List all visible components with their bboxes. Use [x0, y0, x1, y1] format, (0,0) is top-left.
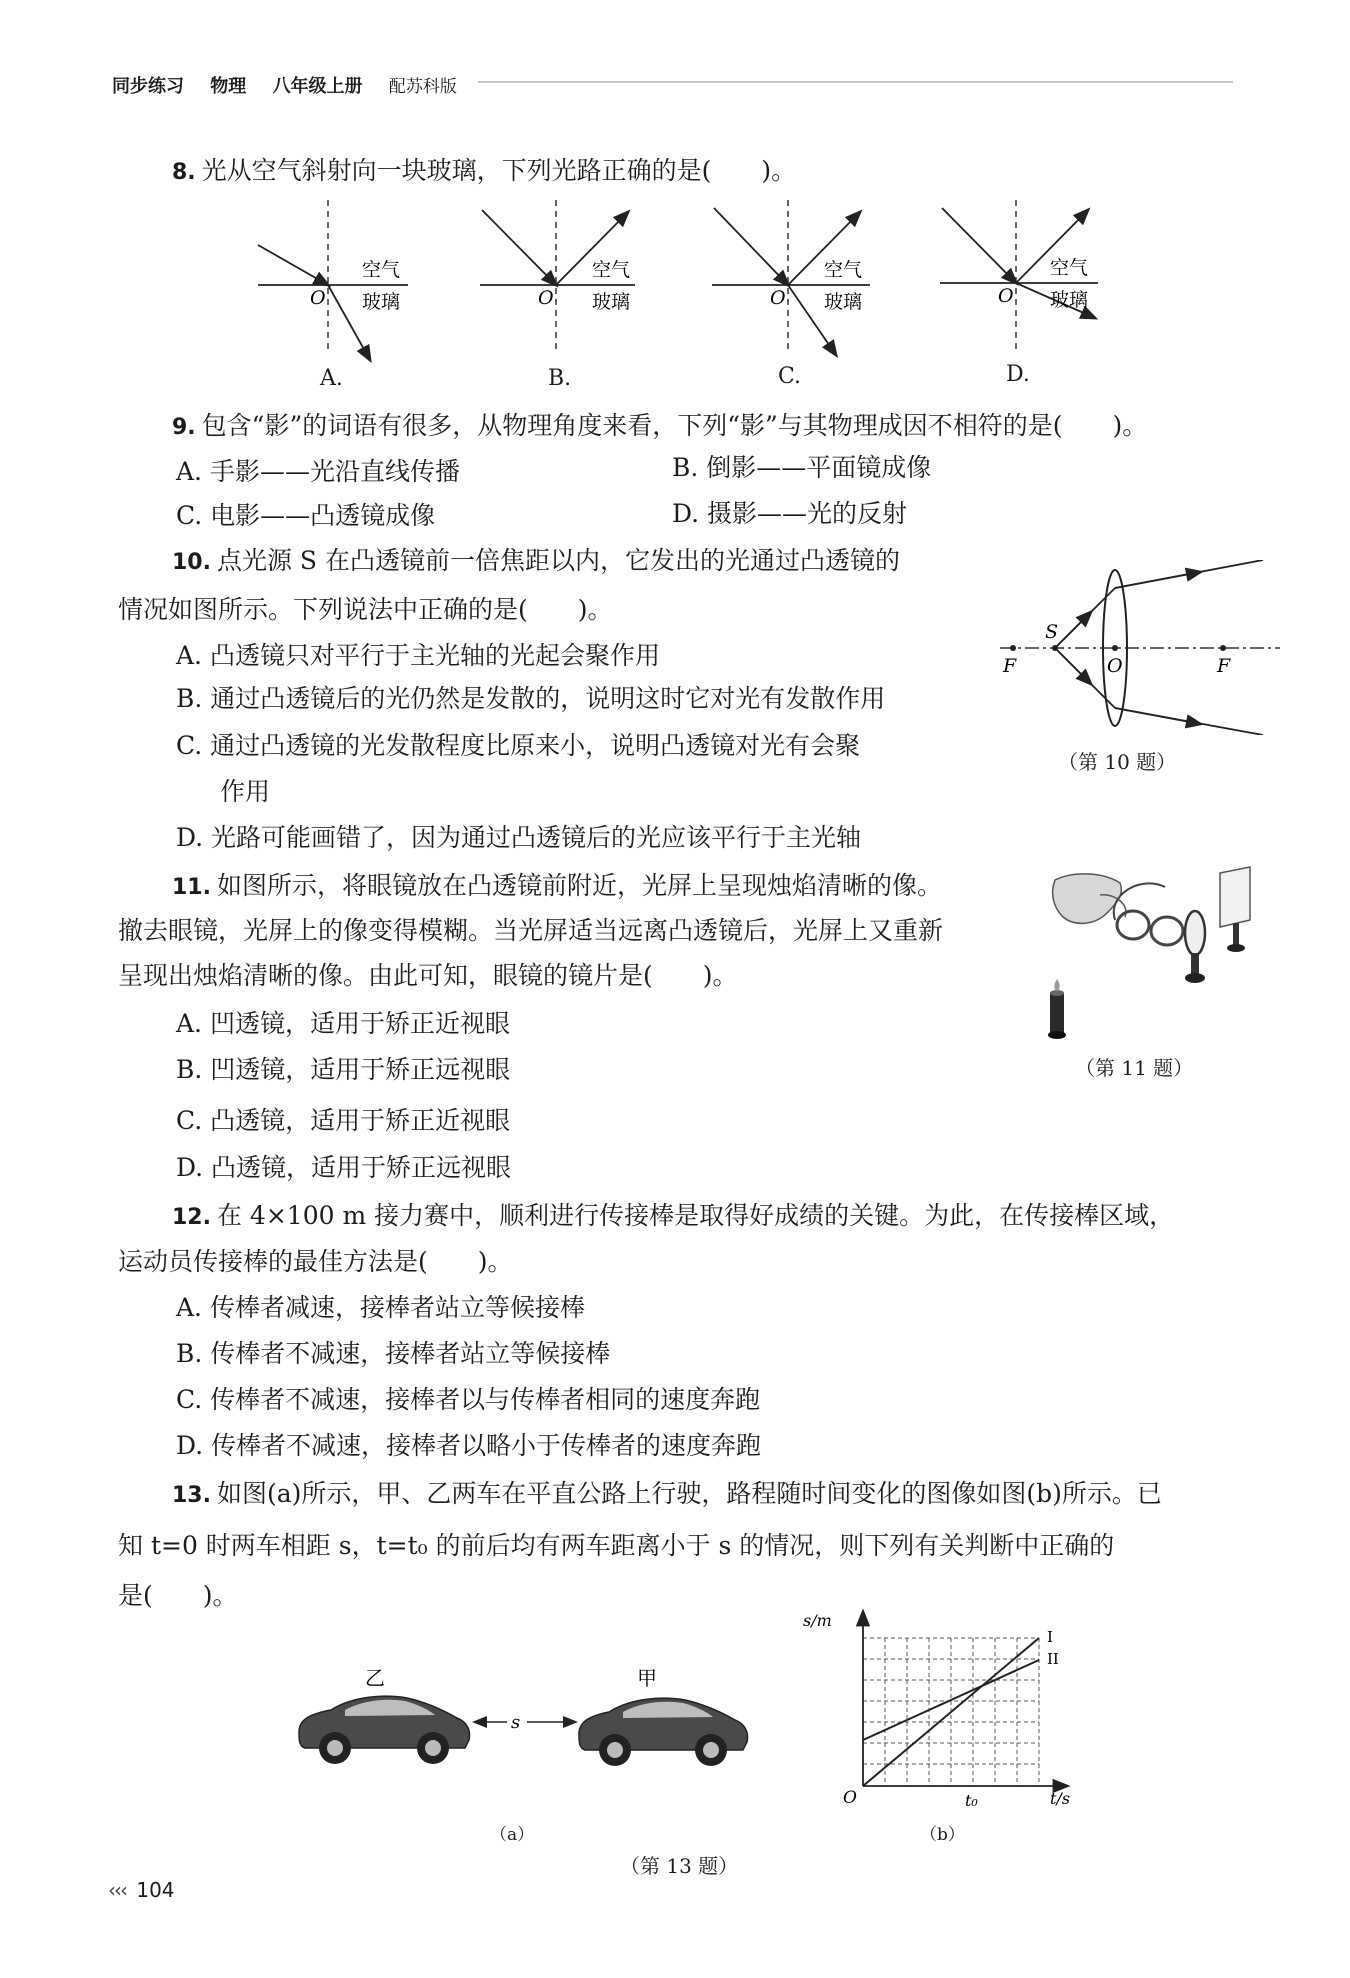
q10-label-s: S [1045, 621, 1059, 643]
question-11-stem-line3: 呈现出烛焰清晰的像。由此可知，眼镜的镜片是( )。 [118, 961, 738, 990]
chevron-left-icon: ‹‹‹ [108, 1878, 126, 1902]
q11-option-c: C. 凸透镜，适用于矫正近视眼 [176, 1106, 511, 1135]
q13-figure-b [795, 1608, 1085, 1818]
header-grade: 八年级上册 [272, 76, 363, 97]
q8-letter-d: D. [1006, 362, 1030, 387]
q12-option-b: B. 传棒者不减速，接棒者站立等候接棒 [176, 1339, 611, 1368]
q8-a-origin: O [310, 287, 326, 309]
q8-a-air: 空气 [362, 259, 401, 281]
q8-d-air: 空气 [1050, 257, 1089, 279]
q10-option-c: C. 通过凸透镜的光发散程度比原来小，说明凸透镜对光有会聚 [176, 731, 861, 760]
q8-c-origin: O [770, 287, 786, 309]
q8-a-glass: 玻璃 [362, 291, 401, 313]
q8-c-air: 空气 [824, 259, 863, 281]
q10-lens-figure [995, 560, 1285, 735]
q10-option-d: D. 光路可能画错了，因为通过凸透镜后的光应该平行于主光轴 [176, 823, 862, 852]
q13-origin: O [843, 1788, 857, 1808]
q11-apparatus-figure [1045, 865, 1260, 1045]
question-10-stem-line2: 情况如图所示。下列说法中正确的是( )。 [118, 595, 613, 624]
q13-line2-label: II [1047, 1650, 1059, 1668]
question-10-stem-line1: 10. 点光源 S 在凸透镜前一倍焦距以内，它发出的光通过凸透镜的 [172, 546, 901, 575]
q9-option-c: C. 电影——凸透镜成像 [176, 501, 436, 530]
q10-label-f-right: F [1217, 655, 1231, 677]
q12-option-d: D. 传棒者不减速，接棒者以略小于传棒者的速度奔跑 [176, 1431, 762, 1460]
q13-caption: （第 13 题） [620, 1854, 739, 1878]
q8-letter-b: B. [548, 366, 572, 391]
q8-c-glass: 玻璃 [824, 291, 863, 313]
q10-option-a: A. 凸透镜只对平行于主光轴的光起会聚作用 [176, 641, 660, 670]
question-11-stem-line2: 撤去眼镜，光屏上的像变得模糊。当光屏适当远离凸透镜后，光屏上又重新 [118, 916, 944, 945]
q13-line1-label: I [1047, 1628, 1053, 1646]
q11-option-d: D. 凸透镜，适用于矫正远视眼 [176, 1153, 512, 1182]
q8-b-origin: O [538, 287, 554, 309]
q8-d-glass: 玻璃 [1050, 289, 1089, 311]
q9-option-d: D. 摄影——光的反射 [672, 499, 908, 528]
header-subject: 物理 [210, 76, 247, 97]
q10-caption: （第 10 题） [1058, 750, 1177, 774]
q12-option-a: A. 传棒者减速，接棒者站立等候接棒 [176, 1293, 585, 1322]
q11-option-b: B. 凹透镜，适用于矫正远视眼 [176, 1055, 511, 1084]
page-footer [108, 1878, 175, 1902]
question-13-stem-line1: 13. 如图(a)所示，甲、乙两车在平直公路上行驶，路程随时间变化的图像如图(b)所示。已 [172, 1479, 1162, 1508]
q8-figures [240, 200, 1230, 400]
q11-caption: （第 11 题） [1075, 1056, 1194, 1080]
q8-figure-d [940, 200, 1098, 350]
running-header [112, 72, 457, 98]
q8-figure-c [712, 200, 870, 355]
car-yi [299, 1696, 470, 1764]
q13-fig-a-sub: （a） [490, 1825, 535, 1845]
header-edition: 配苏科版 [388, 77, 457, 97]
q8-d-origin: O [998, 285, 1014, 307]
q10-label-f-left: F [1003, 655, 1017, 677]
question-13-stem-line2: 知 t=0 时两车相距 s，t=t₀ 的前后均有两车距离小于 s 的情况，则下列有关判断中正确的 [118, 1531, 1115, 1560]
q10-option-b: B. 通过凸透镜后的光仍然是发散的，说明这时它对光有发散作用 [176, 684, 886, 713]
q8-figure-a [258, 200, 408, 360]
question-12-stem-line1: 12. 在 4×100 m 接力赛中，顺利进行传接棒是取得好成绩的关键。为此，在传接棒区域， [172, 1201, 1175, 1230]
header-rule [478, 81, 1233, 83]
q13-figure-a [295, 1660, 755, 1780]
q13-fig-b-sub: （b） [920, 1825, 965, 1845]
q8-b-air: 空气 [592, 259, 631, 281]
q13-car-right-label: 甲 [637, 1666, 657, 1690]
question-9-stem: 9. 包含“影”的词语有很多，从物理角度来看，下列“影”与其物理成因不相符的是( )。 [172, 411, 1148, 440]
q10-option-c-cont: 作用 [220, 777, 271, 806]
q13-xlabel: t/s [1050, 1789, 1071, 1808]
question-13-stem-line3: 是( )。 [118, 1581, 238, 1610]
question-12-stem-line2: 运动员传接棒的最佳方法是( )。 [118, 1247, 513, 1276]
q11-option-a: A. 凹透镜，适用于矫正近视眼 [176, 1009, 510, 1038]
q8-figure-b [480, 200, 635, 350]
q13-gap-label: s [511, 1712, 521, 1733]
q12-option-c: C. 传棒者不减速，接棒者以与传棒者相同的速度奔跑 [176, 1385, 761, 1414]
line-ii [863, 1660, 1039, 1740]
page-number: 104 [136, 1878, 175, 1902]
q9-option-b: B. 倒影——平面镜成像 [672, 453, 932, 482]
q13-car-left-label: 乙 [365, 1666, 385, 1690]
q10-label-o: O [1107, 655, 1123, 677]
q8-b-glass: 玻璃 [592, 291, 631, 313]
header-series: 同步练习 [112, 76, 184, 97]
q9-option-a: A. 手影——光沿直线传播 [176, 457, 460, 486]
q8-letter-a: A. [320, 366, 343, 391]
q13-t0-label: t₀ [965, 1791, 978, 1810]
q8-letter-c: C. [778, 364, 802, 389]
q13-ylabel: s/m [803, 1611, 832, 1630]
question-8-stem: 8. 光从空气斜射向一块玻璃，下列光路正确的是( )。 [172, 156, 797, 185]
car-jia [579, 1698, 748, 1766]
question-11-stem-line1: 11. 如图所示，将眼镜放在凸透镜前附近，光屏上呈现烛焰清晰的像。 [172, 871, 942, 900]
